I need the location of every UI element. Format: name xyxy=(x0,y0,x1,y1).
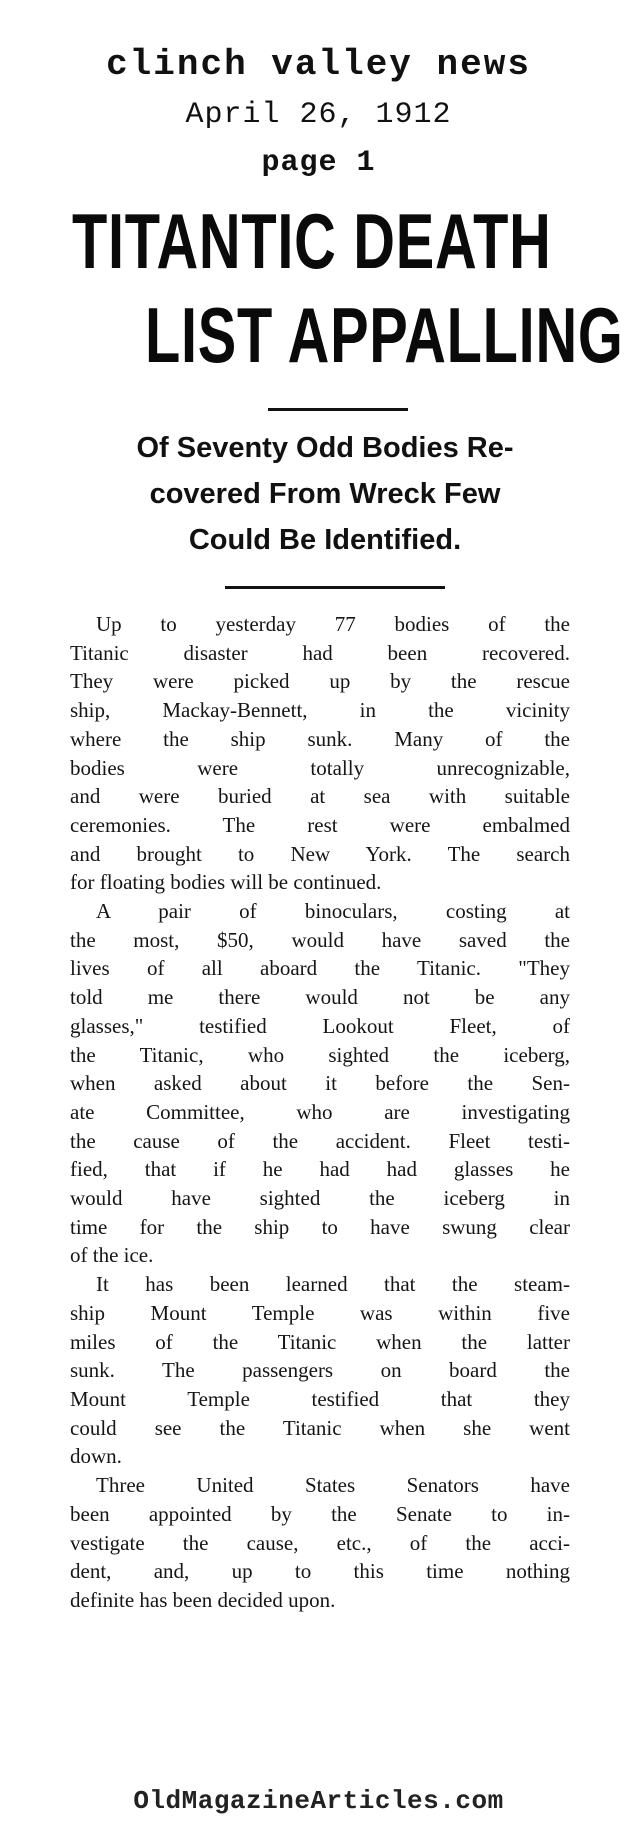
article-line: lives of all aboard the Titanic. "They xyxy=(70,956,570,981)
article-line: fied, that if he had had glasses he xyxy=(70,1157,570,1182)
page-number: page 1 xyxy=(261,146,376,180)
article-line: bodies were totally unrecognizable, xyxy=(70,755,570,780)
article-line: when asked about it before the Sen- xyxy=(70,1071,570,1096)
headline-line-2: LIST APPALLING xyxy=(145,291,624,379)
article-line: the most, $50, would have saved the xyxy=(70,927,570,952)
subheadline-line-1: Of Seventy Odd Bodies Re- xyxy=(136,432,514,464)
article-line: Mount Temple testified that they xyxy=(70,1386,570,1411)
article-line: the Titanic, who sighted the iceberg, xyxy=(70,1042,570,1067)
subheadline-line-3: Could Be Identified. xyxy=(188,524,462,556)
source-credit: OldMagazineArticles.com xyxy=(133,1786,504,1816)
article-line: would have sighted the iceberg in xyxy=(70,1186,570,1211)
article-line: the cause of the accident. Fleet testi- xyxy=(70,1128,570,1153)
article-line: glasses," testified Lookout Fleet, of xyxy=(70,1013,570,1038)
article-line: ceremonies. The rest were embalmed xyxy=(70,812,570,837)
article-line: for floating bodies will be continued. xyxy=(70,870,382,895)
article-line: They were picked up by the rescue xyxy=(70,669,570,694)
article-line: of the ice. xyxy=(70,1243,154,1268)
article-body xyxy=(70,610,570,1615)
subheadline-line-2: covered From Wreck Few xyxy=(149,478,501,510)
article-line: vestigate the cause, etc., of the acci- xyxy=(70,1530,570,1555)
article-line: told me there would not be any xyxy=(70,985,570,1010)
article-line: where the ship sunk. Many of the xyxy=(70,726,570,751)
article-line: and brought to New York. The search xyxy=(70,841,570,866)
article-line: It has been learned that the steam- xyxy=(96,1272,570,1297)
article-line: and were buried at sea with suitable xyxy=(70,784,570,809)
subheadline xyxy=(40,425,610,563)
article-line: Three United States Senators have xyxy=(96,1473,570,1498)
article-line: definite has been decided upon. xyxy=(70,1587,336,1612)
article-line: ship, Mackay-Bennett, in the vicinity xyxy=(70,698,570,723)
article-line: down. xyxy=(70,1444,122,1469)
article-line: miles of the Titanic when the latter xyxy=(70,1329,570,1354)
article-line: A pair of binoculars, costing at xyxy=(96,899,570,924)
article-line: Titanic disaster had been recovered. xyxy=(70,640,570,665)
article-line: sunk. The passengers on board the xyxy=(70,1358,570,1383)
headline-divider xyxy=(268,408,408,411)
article-line: ship Mount Temple was within five xyxy=(70,1300,570,1325)
article-line: Up to yesterday 77 bodies of the xyxy=(96,612,570,636)
article-line: been appointed by the Senate to in- xyxy=(70,1501,570,1526)
article-line: dent, and, up to this time nothing xyxy=(70,1559,570,1584)
article-line: ate Committee, who are investigating xyxy=(70,1099,570,1124)
newspaper-name: clinch valley news xyxy=(106,44,531,85)
headline-line-1: TITANTIC DEATH xyxy=(72,197,552,285)
subhead-divider xyxy=(225,586,445,589)
article-line: could see the Titanic when she went xyxy=(70,1415,570,1440)
article-line: time for the ship to have swung clear xyxy=(70,1214,570,1239)
publication-date: April 26, 1912 xyxy=(185,98,452,132)
